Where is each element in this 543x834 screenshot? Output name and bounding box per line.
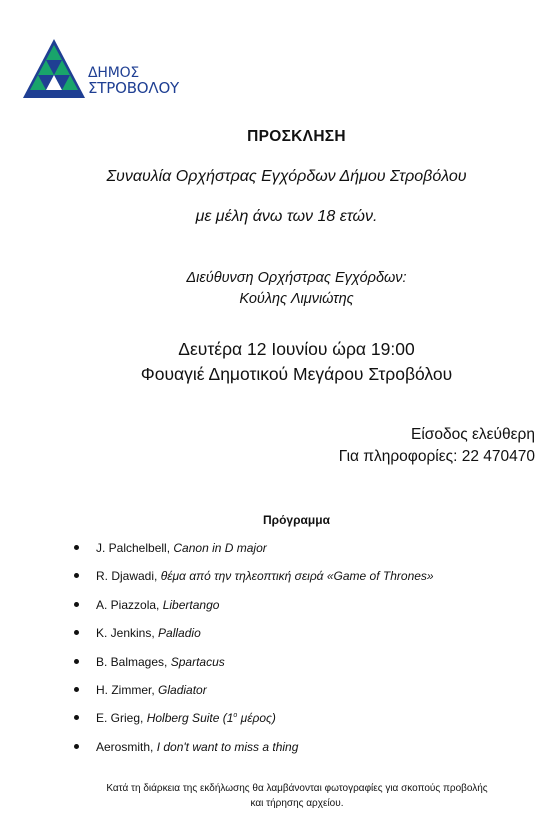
triangle-logo-icon xyxy=(22,38,86,100)
composer: B. Balmages, xyxy=(96,654,168,669)
entry-note: Είσοδος ελεύθερη xyxy=(410,426,535,443)
invitation-title: ΠΡΟΣΚΛΗΣΗ xyxy=(247,128,346,145)
concert-members-note: με μέλη άνω των 18 ετών. xyxy=(195,208,378,225)
work-title: Canon in D major xyxy=(173,541,267,555)
composer: E. Grieg, xyxy=(96,711,144,726)
composer: H. Zimmer, xyxy=(96,682,155,697)
composer: R. Djawadi, xyxy=(96,569,158,584)
bullet-icon xyxy=(74,630,79,635)
logo-text xyxy=(88,66,179,96)
info-block xyxy=(339,424,535,468)
director-block xyxy=(0,268,543,310)
concert-subtitle: Συναυλία Ορχήστρας Εγχόρδων Δήμου Στροβόλου xyxy=(106,168,467,185)
work-title-end: μέρος) xyxy=(237,711,276,726)
composer: Aerosmith, xyxy=(96,739,154,754)
photography-notice xyxy=(62,781,532,811)
bullet-icon xyxy=(74,687,79,692)
ordinal-superscript: ο xyxy=(233,712,238,720)
bullet-icon xyxy=(74,602,79,607)
director-label: Διεύθυνση Ορχήστρας Εγχόρδων: xyxy=(186,270,407,286)
logo-line-dimos: ΔΗΜΟΣ xyxy=(88,65,140,81)
event-venue: Φουαγιέ Δημοτικού Μεγάρου Στροβόλου xyxy=(140,364,453,384)
bullet-icon xyxy=(74,715,79,720)
logo-line-strovolou: ΣΤΡΟΒΟΛΟΥ xyxy=(88,79,180,97)
footer-line-2: και τήρησης αρχείου. xyxy=(250,798,344,809)
program-title: Πρόγραμμα xyxy=(263,513,330,527)
bullet-icon xyxy=(74,545,79,550)
work-title: Palladio xyxy=(158,626,201,641)
composer: A. Piazzola, xyxy=(96,597,160,612)
director-name: Κούλης Λιμνιώτης xyxy=(239,291,354,307)
bullet-icon xyxy=(74,659,79,664)
bullet-icon xyxy=(74,744,79,749)
event-datetime: Δευτέρα 12 Ιουνίου ώρα 19:00 xyxy=(178,339,415,359)
contact-phone: Για πληροφορίες: 22 470470 xyxy=(338,448,535,465)
work-title xyxy=(147,711,276,725)
work-title: Gladiator xyxy=(158,682,207,697)
event-block xyxy=(0,337,543,387)
work-title: Libertango xyxy=(162,597,220,612)
work-title: Spartacus xyxy=(170,654,225,669)
composer: K. Jenkins, xyxy=(96,626,155,641)
work-title-start: Holberg Suite (1 xyxy=(146,711,234,726)
dimos-strovolou-logo xyxy=(22,38,192,100)
composer: J. Palchelbell, xyxy=(96,541,171,555)
work-title: I don't want to miss a thing xyxy=(156,739,299,754)
bullet-icon xyxy=(74,573,79,578)
work-title: θέμα από την τηλεοπτική σειρά «Game of Thrones» xyxy=(160,569,434,584)
footer-line-1: Κατά τη διάρκεια της εκδήλωσης θα λαμβάνονται φωτογραφίες για σκοπούς προβολής xyxy=(106,783,488,794)
